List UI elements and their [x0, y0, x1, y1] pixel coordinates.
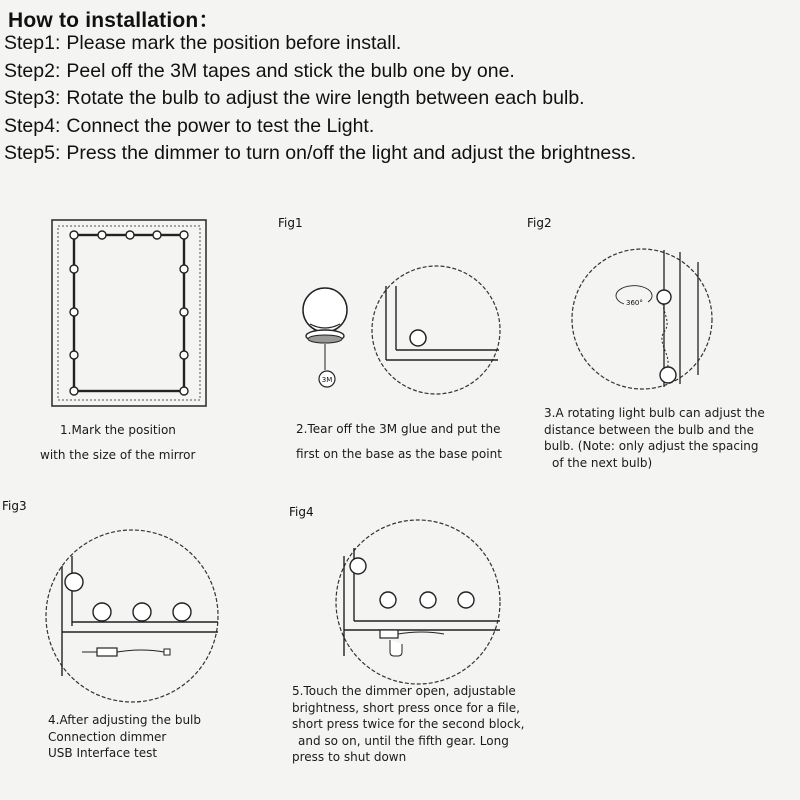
step-label: Step4:	[4, 114, 61, 137]
caption-tear-tape	[296, 421, 502, 462]
step-3	[4, 85, 794, 113]
step-label: Step3:	[4, 87, 61, 109]
fig3-label: Fig3	[2, 499, 27, 513]
caption-line: Connection dimmer	[48, 729, 167, 744]
caption-line: 5.Touch the dimmer open, adjustable	[292, 684, 516, 698]
mirror-position-illustration	[50, 218, 210, 410]
caption-line: brightness, short press once for a file,	[292, 700, 520, 715]
rotate-bulb-illustration	[568, 232, 710, 400]
step-label: Step1:	[4, 32, 61, 54]
steps-list	[4, 30, 794, 168]
step-1	[4, 30, 794, 58]
step-text: Connect the power to test the Light.	[66, 114, 375, 137]
step-text: Please mark the position before install.	[66, 32, 402, 54]
page-title: How to installation：	[8, 9, 220, 32]
step-text: Press the dimmer to turn on/off the light and adjust the brightness.	[66, 142, 637, 164]
step-label: Step2:	[4, 59, 61, 82]
caption-mark-position	[40, 422, 196, 463]
caption-line: distance between the bulb and the	[544, 422, 754, 437]
caption-line: first on the base as the base point	[296, 446, 502, 461]
caption-line: 1.Mark the position	[60, 423, 176, 437]
caption-line: press to shut down	[292, 750, 407, 764]
caption-line: 2.Tear off the 3M glue and put the	[296, 422, 501, 436]
caption-line: USB Interface test	[48, 746, 158, 760]
step-5	[4, 140, 794, 168]
fig1-label: Fig1	[278, 216, 303, 230]
caption-line: short press twice for the second block,	[292, 717, 525, 731]
step-label: Step5:	[4, 142, 61, 164]
caption-line: 4.After adjusting the bulb	[48, 713, 201, 727]
caption-line: bulb. (Note: only adjust the spacing	[544, 439, 759, 453]
caption-connect-dimmer	[48, 712, 201, 762]
caption-line: and so on, until the fifth gear. Long	[298, 733, 509, 748]
step-text: Peel off the 3M tapes and stick the bulb one by one.	[66, 59, 515, 82]
caption-line: with the size of the mirror	[40, 447, 196, 462]
caption-line: 3.A rotating light bulb can adjust the	[544, 406, 765, 420]
angle-label: 360°	[626, 299, 643, 307]
touch-dimmer-illustration	[332, 526, 504, 676]
caption-line: of the next bulb)	[552, 455, 653, 470]
tape-label: 3M	[321, 376, 333, 384]
caption-rotate-bulb	[544, 405, 765, 471]
fig4-label: Fig4	[289, 505, 314, 519]
bulb-tape-illustration	[298, 262, 503, 397]
caption-touch-dimmer	[292, 683, 524, 766]
dimmer-connection-illustration	[42, 526, 220, 704]
step-text: Rotate the bulb to adjust the wire length between each bulb.	[66, 87, 585, 109]
step-2	[4, 58, 794, 86]
fig2-label: Fig2	[527, 216, 552, 230]
step-4	[4, 113, 794, 141]
